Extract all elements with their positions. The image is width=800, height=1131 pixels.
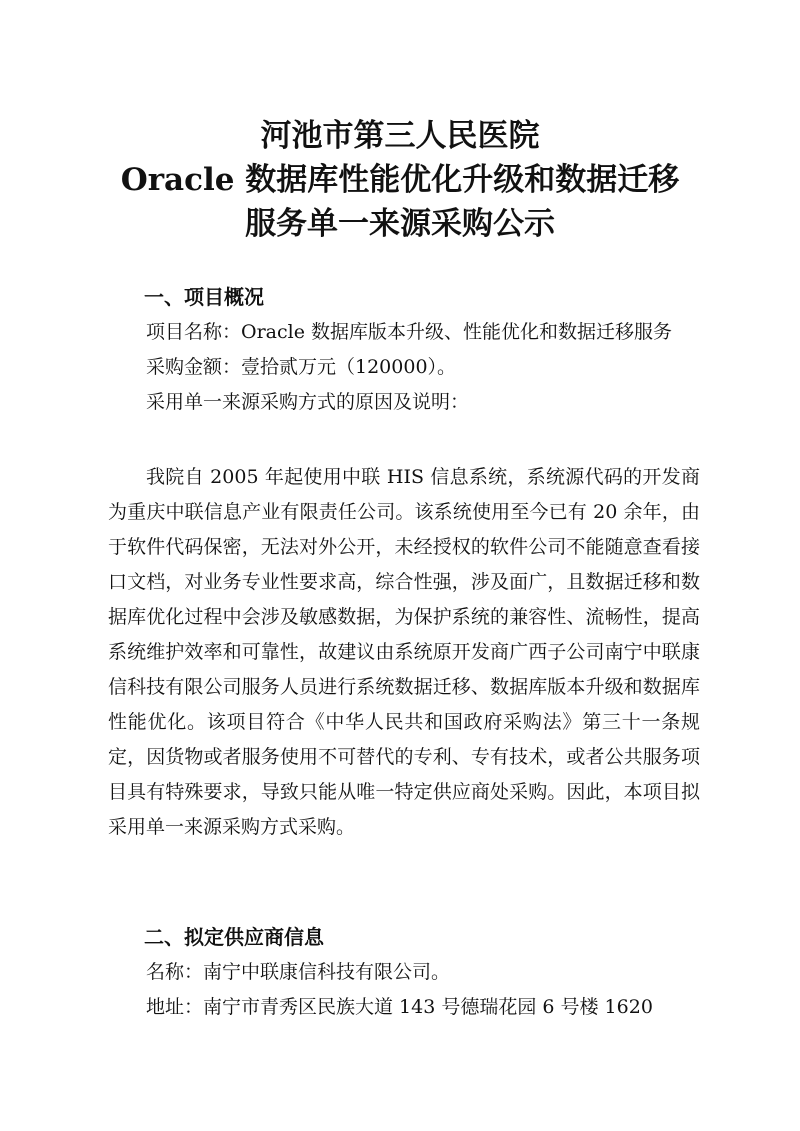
project-name-paragraph: 项目名称：Oracle 数据库版本升级、性能优化和数据迁移服务 xyxy=(146,321,672,343)
title-line-hospital: 河池市第三人民医院 xyxy=(260,118,540,154)
reason-label-paragraph: 采用单一来源采购方式的原因及说明： xyxy=(146,391,470,413)
reason-explanation-paragraph: 我院自 2005 年起使用中联 HIS 信息系统，系统源代码的开发商为重庆中联信息产业有限责任公司。该系统使用至今已有 20 余年，由于软件代码保密，无法对外公开，未经授权的软件公司不能随意查看接口文档，对业务专业性要求高，综合性强，涉及面广，且数据迁移和数据库优化过程中会涉及敏感数据，为保护系统的兼容性、流畅性，提高系统维护效率和可靠性，故建议由系统原开发商广西子公司南宁中联康信科技有限公司服务人员进行系统数据迁移、数据库版本升级和数据库性能优化。该项目符合《中华人民共和国政府采购法》第三十一条规定，因货物或者服务使用不可替代的专利、专有技术，或者公共服务项目具有特殊要求，导致只能从唯一特定供应商处采购。因此，本项目拟采用单一来源采购方式采购。 xyxy=(108,466,700,838)
supplier-address-paragraph: 地址：南宁市青秀区民族大道 143 号德瑞花园 6 号楼 1620 xyxy=(146,996,653,1018)
section-heading-project-overview: 一、项目概况 xyxy=(144,285,264,309)
purchase-amount-paragraph: 采购金额：壹拾贰万元（120000）。 xyxy=(146,356,457,378)
reason-explanation xyxy=(108,460,700,845)
section-heading-supplier-info: 二、拟定供应商信息 xyxy=(144,925,324,949)
project-overview-intro xyxy=(108,315,700,420)
title-line-project: Oracle 数据库性能优化升级和数据迁移 xyxy=(120,162,680,198)
supplier-info-block xyxy=(108,955,700,1025)
supplier-name-paragraph: 名称：南宁中联康信科技有限公司。 xyxy=(146,961,451,983)
title-line-announcement: 服务单一来源采购公示 xyxy=(245,206,555,242)
